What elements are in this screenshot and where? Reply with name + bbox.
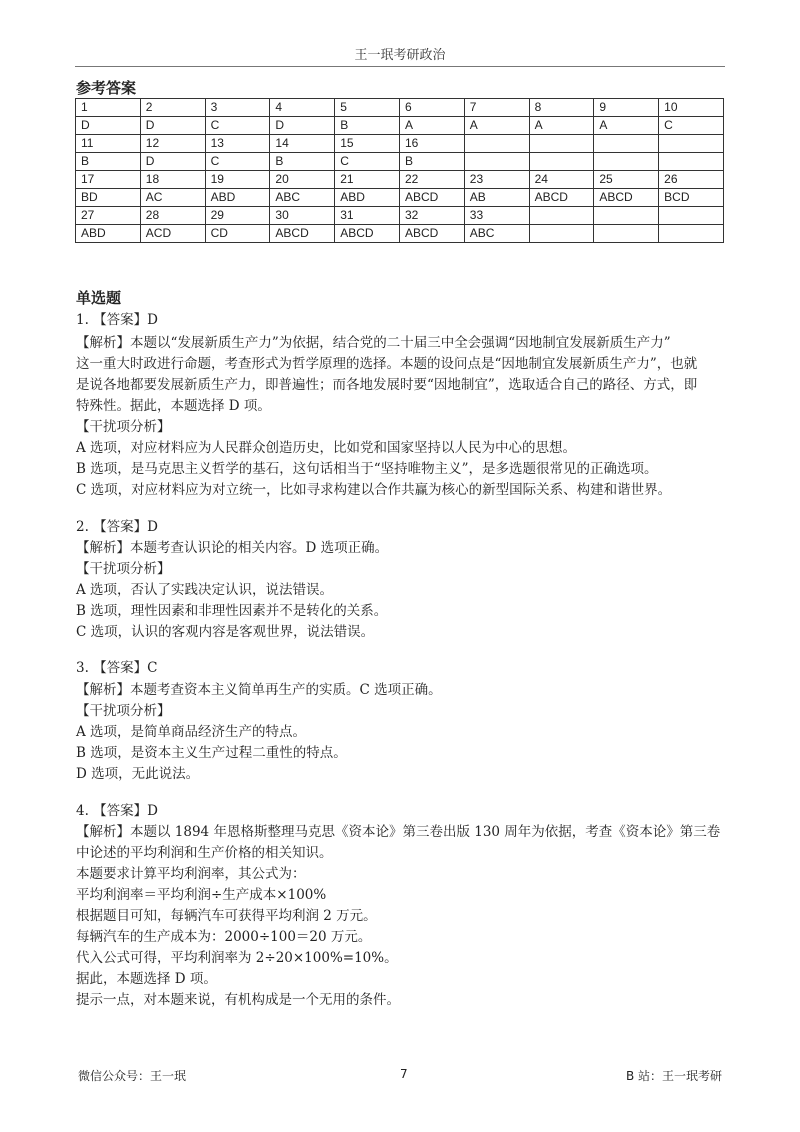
answer-table-cell: 3 (205, 99, 270, 117)
text-line: 【解析】本题以 1894 年恩格斯整理马克思《资本论》第三卷出版 130 周年为依据，考查《资本论》第三卷 (76, 824, 721, 840)
answer-table-row (76, 225, 724, 243)
answer-table-cell (529, 225, 594, 243)
answer-table-cell: ABC (270, 189, 335, 207)
answer-table-cell: 31 (335, 207, 400, 225)
answer-table-cell: AB (464, 189, 529, 207)
text-line: A 选项，是简单商品经济生产的特点。 (76, 724, 307, 740)
answer-table-cell: 33 (464, 207, 529, 225)
answer-table-cell: 21 (335, 171, 400, 189)
answer-table-row (76, 189, 724, 207)
answer-table-cell (659, 225, 724, 243)
answer-table-cell: ABCD (529, 189, 594, 207)
text-line: 2. 【答案】D (76, 519, 158, 535)
answer-table-cell: ABD (205, 189, 270, 207)
answer-table-cell: 19 (205, 171, 270, 189)
answer-table-cell: C (205, 117, 270, 135)
answer-table-row (76, 117, 724, 135)
answer-table-cell: 20 (270, 171, 335, 189)
answer-table-row (76, 99, 724, 117)
answer-table-cell: 23 (464, 171, 529, 189)
answer-table-cell: B (399, 153, 464, 171)
answer-table-cell: 12 (140, 135, 205, 153)
text-line: 本题要求计算平均利润率，其公式为： (76, 866, 306, 882)
text-line: 【解析】本题考查资本主义简单再生产的实质。C 选项正确。 (76, 682, 442, 698)
answer-table-row (76, 153, 724, 171)
text-line: 是说各地都要发展新质生产力，即普遍性；而各地发展时要“因地制宜”，选取适合自己的路径、方式，即 (76, 377, 698, 393)
answer-table-cell: 16 (399, 135, 464, 153)
page-header-title: 王一珉考研政治 (354, 48, 446, 63)
text-line: C 选项，对应材料应为对立统一，比如寻求构建以合作共赢为核心的新型国际关系、构建和谐世界。 (76, 482, 672, 498)
text-line: 每辆汽车的生产成本为：2000÷100＝20 万元。 (76, 929, 372, 945)
answer-table-cell: ABD (76, 225, 141, 243)
answer-table-cell: B (270, 153, 335, 171)
text-line: 【解析】本题以“发展新质生产力”为依据，结合党的二十届三中全会强调“因地制宜发展新质生产力” (76, 335, 671, 351)
text-line: 提示一点，对本题来说，有机构成是一个无用的条件。 (76, 992, 400, 1008)
answer-table-cell: 26 (659, 171, 724, 189)
answer-table-cell: ABD (335, 189, 400, 207)
answer-table-cell: 18 (140, 171, 205, 189)
text-line: 【干扰项分析】 (76, 703, 171, 719)
text-line: B 选项，是资本主义生产过程二重性的特点。 (76, 745, 347, 761)
answer-table-cell (594, 135, 659, 153)
answer-table-cell: 24 (529, 171, 594, 189)
text-line: 这一重大时政进行命题，考查形式为哲学原理的选择。本题的设问点是“因地制宜发展新质生产力”，也就 (76, 356, 698, 372)
answer-table-cell: ABCD (594, 189, 659, 207)
answer-table-cell (594, 153, 659, 171)
answer-table-cell (464, 153, 529, 171)
answer-table-cell: C (659, 117, 724, 135)
answer-table-cell (529, 207, 594, 225)
text-line: 据此，本题选择 D 项。 (76, 971, 217, 987)
answer-heading: 参考答案 (76, 79, 137, 97)
answer-table-cell (529, 135, 594, 153)
answer-table-cell: D (270, 117, 335, 135)
answer-table-cell: 11 (76, 135, 141, 153)
page-number: 7 (400, 1067, 408, 1081)
answer-table-cell: 25 (594, 171, 659, 189)
answer-table-cell: BD (76, 189, 141, 207)
answer-table-cell: ABC (464, 225, 529, 243)
answer-table-cell: 1 (76, 99, 141, 117)
answer-table-cell: 14 (270, 135, 335, 153)
answer-table-cell: B (76, 153, 141, 171)
answer-table-cell: 17 (76, 171, 141, 189)
answer-table-cell: 7 (464, 99, 529, 117)
text-line: 代入公式可得，平均利润率为 2÷20×100%=10%。 (76, 950, 398, 966)
header-divider (75, 66, 725, 67)
answer-table-row (76, 171, 724, 189)
answer-table-row (76, 135, 724, 153)
answer-table-cell: 8 (529, 99, 594, 117)
answer-table-cell: 9 (594, 99, 659, 117)
answer-table-cell (529, 153, 594, 171)
text-line: 【干扰项分析】 (76, 561, 171, 577)
answer-table-cell: 5 (335, 99, 400, 117)
answer-table-cell: 22 (399, 171, 464, 189)
text-line: 特殊性。据此，本题选择 D 项。 (76, 398, 271, 414)
answer-table-cell: 6 (399, 99, 464, 117)
answer-table-cell (659, 135, 724, 153)
answer-table-cell: 32 (399, 207, 464, 225)
text-line: D 选项，无此说法。 (76, 766, 200, 782)
answer-table-cell: D (76, 117, 141, 135)
answer-table-cell: ACD (140, 225, 205, 243)
answer-table-cell: D (140, 117, 205, 135)
answer-table-cell (659, 153, 724, 171)
text-line: 3. 【答案】C (76, 660, 158, 676)
answer-table-cell: ABCD (399, 225, 464, 243)
text-line: C 选项，认识的客观内容是客观世界，说法错误。 (76, 624, 375, 640)
text-line: 【解析】本题考查认识论的相关内容。D 选项正确。 (76, 540, 389, 556)
text-line: 【干扰项分析】 (76, 419, 171, 435)
answer-table-cell (594, 225, 659, 243)
answer-table (75, 98, 724, 243)
answer-table-cell: 10 (659, 99, 724, 117)
text-line: 根据题目可知，每辆汽车可获得平均利润 2 万元。 (76, 908, 377, 924)
answer-table-cell: ABCD (399, 189, 464, 207)
answer-table-cell: 13 (205, 135, 270, 153)
text-line: 4. 【答案】D (76, 803, 158, 819)
answer-table-cell: CD (205, 225, 270, 243)
answer-table-cell: BCD (659, 189, 724, 207)
answer-table-cell (659, 207, 724, 225)
answer-table-cell: ABCD (335, 225, 400, 243)
answer-table-cell: A (399, 117, 464, 135)
answer-table-cell: ABCD (270, 225, 335, 243)
footer-bilibili: B 站：王一珉考研 (626, 1069, 723, 1083)
text-line: 平均利润率＝平均利润÷生产成本×100% (76, 887, 327, 903)
text-line: A 选项，对应材料应为人民群众创造历史，比如党和国家坚持以人民为中心的思想。 (76, 440, 577, 456)
text-line: B 选项，理性因素和非理性因素并不是转化的关系。 (76, 603, 388, 619)
answer-table-cell (464, 135, 529, 153)
text-line: A 选项，否认了实践决定认识，说法错误。 (76, 582, 334, 598)
answer-table-cell: 29 (205, 207, 270, 225)
answer-table-cell: 2 (140, 99, 205, 117)
footer-wechat: 微信公众号：王一珉 (78, 1069, 187, 1083)
text-line: B 选项，是马克思主义哲学的基石，这句话相当于“坚持唯物主义”，是多选题很常见的正确选项。 (76, 461, 658, 477)
answer-table-cell: 4 (270, 99, 335, 117)
answer-table-cell: 27 (76, 207, 141, 225)
answer-table-cell: A (594, 117, 659, 135)
answer-table-cell: C (205, 153, 270, 171)
text-line: 中论述的平均利润和生产价格的相关知识。 (76, 845, 333, 861)
section-title: 单选题 (76, 289, 122, 307)
text-line: 1. 【答案】D (76, 312, 158, 328)
answer-table-cell: B (335, 117, 400, 135)
answer-table-cell: 30 (270, 207, 335, 225)
answer-table-cell: A (529, 117, 594, 135)
answer-table-cell: D (140, 153, 205, 171)
answer-table-cell: AC (140, 189, 205, 207)
answer-table-row (76, 207, 724, 225)
answer-table-cell: 15 (335, 135, 400, 153)
answer-table-cell: C (335, 153, 400, 171)
answer-table-cell: A (464, 117, 529, 135)
answer-table-cell: 28 (140, 207, 205, 225)
answer-table-cell (594, 207, 659, 225)
